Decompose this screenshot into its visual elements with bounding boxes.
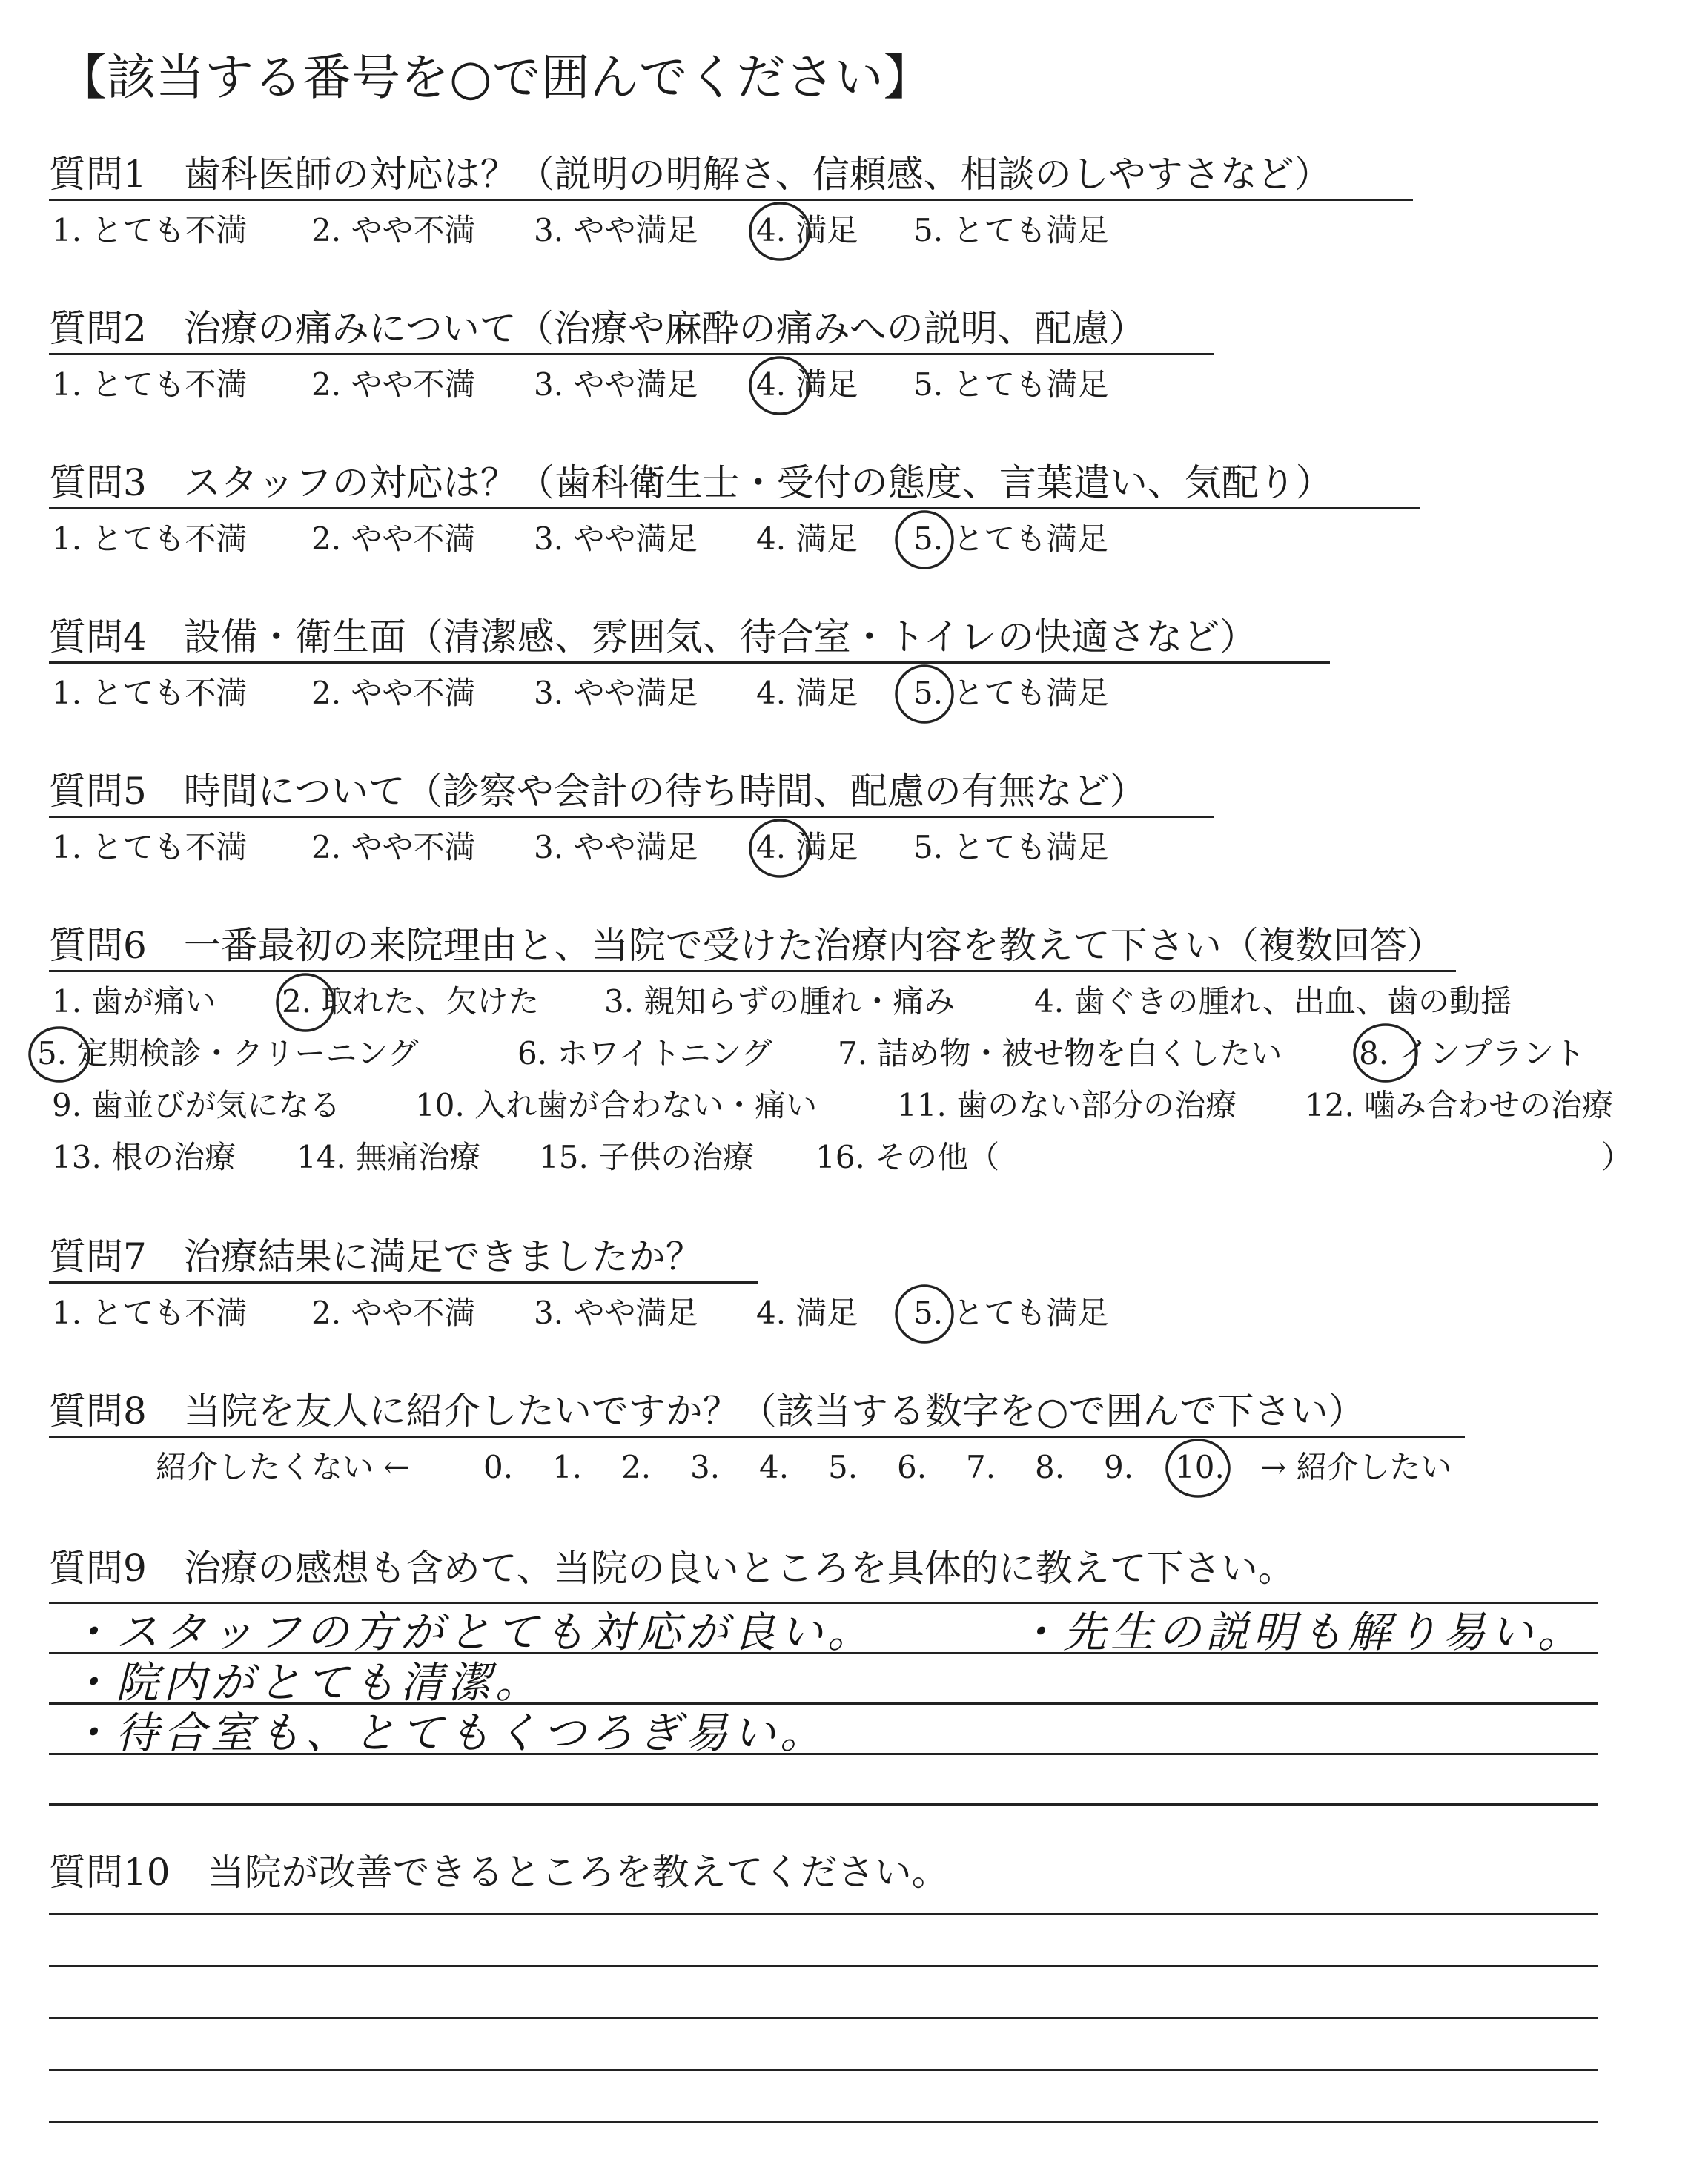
q8-scale-10[interactable]: 10. bbox=[1175, 1449, 1225, 1485]
q8-scale-5[interactable]: 5. bbox=[828, 1449, 858, 1485]
q6-option-3[interactable]: 3. 親知らずの腫れ・痛み bbox=[604, 983, 956, 1020]
q7-option-1[interactable]: 1. とても不満 bbox=[52, 1295, 248, 1331]
question-6-underline bbox=[49, 970, 1456, 972]
q8-scale-6[interactable]: 6. bbox=[897, 1449, 927, 1485]
q8-scale-3[interactable]: 3. bbox=[690, 1449, 721, 1485]
question-6-title: 質問6 一番最初の来院理由と、当院で受けた治療内容を教えて下さい（複数回答） bbox=[49, 924, 1444, 967]
q1-option-4[interactable]: 4. 満足 bbox=[756, 212, 858, 248]
question-1-title: 質問1 歯科医師の対応は？（説明の明解さ、信頼感、相談のしやすさなど） bbox=[49, 153, 1331, 196]
q8-scale-0[interactable]: 0. bbox=[483, 1449, 514, 1485]
q3-option-4[interactable]: 4. 満足 bbox=[756, 521, 858, 557]
q6-option-10[interactable]: 10. 入れ歯が合わない・痛い bbox=[415, 1087, 818, 1123]
q2-option-5[interactable]: 5. とても満足 bbox=[913, 366, 1109, 403]
q9-handwritten-answer-1: ・スタッフの方がとても対応が良い。 bbox=[68, 1607, 875, 1657]
q6-option-14[interactable]: 14. 無痛治療 bbox=[297, 1139, 481, 1175]
q6-option-6[interactable]: 6. ホワイトニング bbox=[517, 1035, 772, 1071]
q5-option-3[interactable]: 3. やや満足 bbox=[534, 829, 698, 865]
question-9-title: 質問9 治療の感想も含めて、当院の良いところを具体的に教えて下さい。 bbox=[49, 1547, 1295, 1590]
question-5-underline bbox=[49, 816, 1214, 818]
page-title: 【該当する番号を○で囲んでください】 bbox=[58, 49, 933, 106]
q1-option-2[interactable]: 2. やや不満 bbox=[311, 212, 476, 248]
q4-option-2[interactable]: 2. やや不満 bbox=[311, 675, 476, 711]
q6-option-1[interactable]: 1. 歯が痛い bbox=[52, 983, 216, 1020]
q4-option-4[interactable]: 4. 満足 bbox=[756, 675, 858, 711]
question-5-title: 質問5 時間について（診察や会計の待ち時間、配慮の有無など） bbox=[49, 770, 1147, 813]
q6-selection-circle-2 bbox=[274, 971, 341, 1038]
q6-option-11[interactable]: 11. 歯のない部分の治療 bbox=[897, 1087, 1237, 1123]
question-7-underline bbox=[49, 1281, 758, 1284]
q8-scale-7[interactable]: 7. bbox=[966, 1449, 996, 1485]
q5-option-2[interactable]: 2. やや不満 bbox=[311, 829, 476, 865]
q1-selection-circle bbox=[749, 200, 815, 267]
q7-option-2[interactable]: 2. やや不満 bbox=[311, 1295, 476, 1331]
q6-option-9[interactable]: 9. 歯並びが気になる bbox=[52, 1087, 341, 1123]
q8-scale-1[interactable]: 1. bbox=[552, 1449, 583, 1485]
question-1-underline bbox=[49, 199, 1413, 201]
q6-option-2[interactable]: 2. 取れた、欠けた bbox=[282, 983, 540, 1020]
q9-handwritten-answer-2: ・先生の説明も解り易い。 bbox=[1016, 1607, 1586, 1657]
q3-option-5[interactable]: 5. とても満足 bbox=[913, 521, 1109, 557]
question-4-underline bbox=[49, 661, 1330, 664]
q6-option-15[interactable]: 15. 子供の治療 bbox=[539, 1139, 755, 1175]
q4-option-3[interactable]: 3. やや満足 bbox=[534, 675, 698, 711]
q9-handwritten-answer-4: ・待合室も、とてもくつろぎ易い。 bbox=[68, 1708, 828, 1758]
q3-option-2[interactable]: 2. やや不満 bbox=[311, 521, 476, 557]
q6-option-5[interactable]: 5. 定期検診・クリーニング bbox=[37, 1035, 419, 1071]
q1-option-5[interactable]: 5. とても満足 bbox=[913, 212, 1109, 248]
q10-answer-line-5[interactable] bbox=[49, 2121, 1598, 2123]
q8-left-label: 紹介したくない ← bbox=[156, 1449, 410, 1485]
q7-option-4[interactable]: 4. 満足 bbox=[756, 1295, 858, 1331]
question-2-underline bbox=[49, 353, 1214, 355]
question-8-underline bbox=[49, 1436, 1465, 1438]
q2-selection-circle bbox=[749, 354, 815, 421]
q6-selection-circle-5 bbox=[28, 1023, 95, 1090]
q6-option-16[interactable]: 16. その他（ bbox=[815, 1139, 1000, 1175]
question-4-title: 質問4 設備・衛生面（清潔感、雰囲気、待合室・トイレの快適さなど） bbox=[49, 615, 1257, 658]
q6-option-8[interactable]: 8. インプラント bbox=[1359, 1035, 1586, 1071]
q6-option-4[interactable]: 4. 歯ぐきの腫れ、出血、歯の動揺 bbox=[1034, 983, 1512, 1020]
q2-option-2[interactable]: 2. やや不満 bbox=[311, 366, 476, 403]
q6-other-close-paren: ） bbox=[1601, 1139, 1633, 1175]
q8-scale-8[interactable]: 8. bbox=[1035, 1449, 1065, 1485]
question-10-title: 質問10 当院が改善できるところを教えてください。 bbox=[49, 1851, 949, 1894]
q5-selection-circle bbox=[749, 817, 815, 884]
q8-scale-4[interactable]: 4. bbox=[759, 1449, 790, 1485]
q9-handwritten-answer-3: ・院内がとても清潔。 bbox=[68, 1657, 543, 1708]
q5-option-4[interactable]: 4. 満足 bbox=[756, 829, 858, 865]
q5-option-5[interactable]: 5. とても満足 bbox=[913, 829, 1109, 865]
q10-answer-line-2[interactable] bbox=[49, 1965, 1598, 1967]
q2-option-4[interactable]: 4. 満足 bbox=[756, 366, 858, 403]
q10-answer-line-3[interactable] bbox=[49, 2017, 1598, 2019]
q8-scale-9[interactable]: 9. bbox=[1104, 1449, 1134, 1485]
q3-selection-circle bbox=[893, 509, 960, 575]
q8-right-label: → 紹介したい bbox=[1260, 1449, 1452, 1485]
q3-option-1[interactable]: 1. とても不満 bbox=[52, 521, 248, 557]
question-3-title: 質問3 スタッフの対応は？（歯科衛生士・受付の態度、言葉遣い、気配り） bbox=[49, 461, 1333, 504]
q7-selection-circle bbox=[893, 1283, 960, 1350]
question-8-title: 質問8 当院を友人に紹介したいですか？（該当する数字を○で囲んで下さい） bbox=[49, 1390, 1366, 1433]
q4-option-1[interactable]: 1. とても不満 bbox=[52, 675, 248, 711]
q6-option-7[interactable]: 7. 詰め物・被せ物を白くしたい bbox=[838, 1035, 1282, 1071]
q6-option-12[interactable]: 12. 噛み合わせの治療 bbox=[1305, 1087, 1614, 1123]
q3-option-3[interactable]: 3. やや満足 bbox=[534, 521, 698, 557]
q2-option-3[interactable]: 3. やや満足 bbox=[534, 366, 698, 403]
q7-option-5[interactable]: 5. とても満足 bbox=[913, 1295, 1109, 1331]
q1-option-1[interactable]: 1. とても不満 bbox=[52, 212, 248, 248]
question-2-title: 質問2 治療の痛みについて（治療や麻酔の痛みへの説明、配慮） bbox=[49, 307, 1146, 350]
q10-answer-line-1[interactable] bbox=[49, 1913, 1598, 1915]
q10-answer-line-4[interactable] bbox=[49, 2069, 1598, 2071]
q8-selection-circle bbox=[1164, 1437, 1238, 1504]
q6-option-13[interactable]: 13. 根の治療 bbox=[52, 1139, 236, 1175]
q4-option-5[interactable]: 5. とても満足 bbox=[913, 675, 1109, 711]
q4-selection-circle bbox=[893, 663, 960, 730]
q2-option-1[interactable]: 1. とても不満 bbox=[52, 366, 248, 403]
question-7-title: 質問7 治療結果に満足できましたか？ bbox=[49, 1235, 703, 1278]
q5-option-1[interactable]: 1. とても不満 bbox=[52, 829, 248, 865]
q6-selection-circle-8 bbox=[1351, 1022, 1426, 1089]
q9-answer-line-5 bbox=[49, 1803, 1598, 1806]
q8-scale-2[interactable]: 2. bbox=[621, 1449, 652, 1485]
question-3-underline bbox=[49, 507, 1420, 509]
q7-option-3[interactable]: 3. やや満足 bbox=[534, 1295, 698, 1331]
q9-answer-line-1 bbox=[49, 1602, 1598, 1604]
q1-option-3[interactable]: 3. やや満足 bbox=[534, 212, 698, 248]
